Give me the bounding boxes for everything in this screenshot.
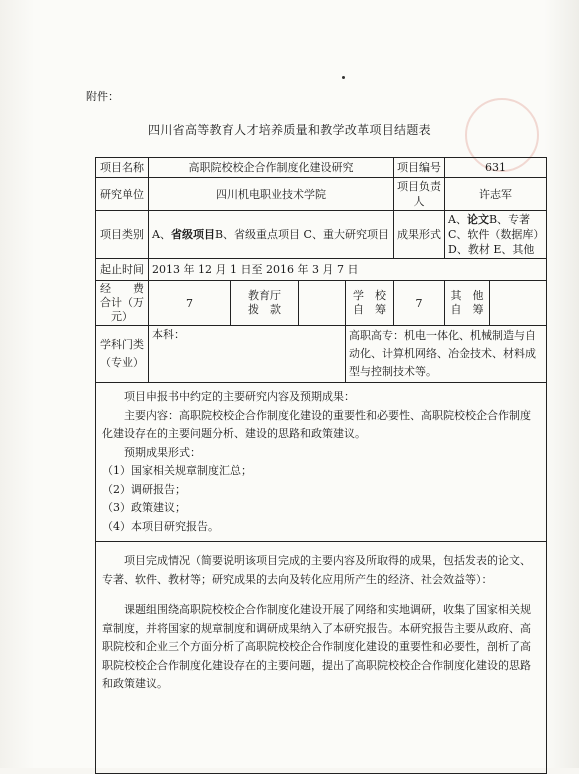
check-mark-icon: A、 [448,213,467,226]
check-mark-icon: A、 [152,228,171,241]
project-no-value: 631 [445,158,547,178]
funding-school-value: 7 [394,281,445,326]
outcome-other-options: B、专著 C、软件（数据库）D、教材 E、其他 [448,213,539,256]
period-label: 起止时间 [96,259,149,281]
outcome-label: 成果形式 [394,211,445,259]
section1-heading: 项目申报书中约定的主要研究内容及预期成果： [124,390,355,403]
unit-value: 四川机电职业技术学院 [149,178,394,211]
category-options [149,211,394,259]
attachment-label: 附件： [86,90,119,103]
ink-dot [342,76,345,79]
expected-item: （3）政策建议； [102,501,186,514]
vocational-cell: 高职高专：机电一体化、机械制造与自动化、计算机网络、冶金技术、材料成型与控制技术等。 [346,326,547,383]
outcome-selected: 论文 [466,213,489,226]
expected-item: （2）调研报告； [102,482,186,496]
funding-edu-label: 教育厅 拨 款 [231,281,299,326]
funding-total: 7 [149,281,231,326]
leader-label: 项目负责人 [394,178,445,211]
undergrad-cell: 本科： [149,326,346,383]
funding-school-label: 学 校 自 筹 [346,281,394,326]
expected-item: （4）本项目研究报告。 [102,519,219,533]
period-value: 2013 年 12 月 1 日至 2016 年 3 月 7 日 [149,259,547,281]
unit-label: 研究单位 [96,178,149,211]
funding-other-value [490,281,547,326]
project-no-label: 项目编号 [394,158,445,178]
section2-heading: 项目完成情况（简要说明该项目完成的主要内容及所取得的成果，包括发表的论文、专著、软件、教材等；研究成果的去向及转化应用所产生的经济、社会效益等）： [102,554,531,586]
project-name-label: 项目名称 [96,158,149,178]
research-plan-section [96,383,547,542]
project-name-value: 高职院校校企合作制度化建设研究 [149,158,394,178]
funding-other-label: 其 他 自 筹 [445,281,490,326]
expected-item: （1）国家相关规章制度汇总； [102,464,252,477]
funding-label: 经 费 合计（万元） [96,281,149,326]
document-title: 四川省高等教育人才培养质量和教学改革项目结题表 [148,123,431,137]
category-other-options: B、省级重点项目 C、重大研究项目 [214,228,389,241]
category-label: 项目类别 [96,211,149,259]
discipline-label: 学科门类 （专业） [96,326,149,383]
project-form-table [95,157,547,774]
section1-content: 主要内容：高职院校校企合作制度化建设的重要性和必要性、高职院校校企合作制度化建设存在的主要问题分析、建设的思路和政策建议。 [102,408,531,440]
expected-outcome-label: 预期成果形式： [124,445,201,459]
outcome-options [445,211,547,259]
category-selected: 省级项目 [170,228,215,241]
completion-section [96,542,547,774]
funding-edu-value [299,281,346,326]
leader-value: 许志军 [445,178,547,211]
section2-body: 课题组围绕高职院校校企合作制度化建设开展了网络和实地调研，收集了国家相关规章制度，并将国家的规章制度和调研成果纳入了本研究报告。本研究报告主要从政府、高职院校和企业三个方面分析了高职院校校企合作制度化建设的重要性和必要性，剖析了高职院校校企合作制度化建设存在的主要问题，提出了高职院校校企合作制度化建设的思路和政策建议。 [102,603,531,690]
